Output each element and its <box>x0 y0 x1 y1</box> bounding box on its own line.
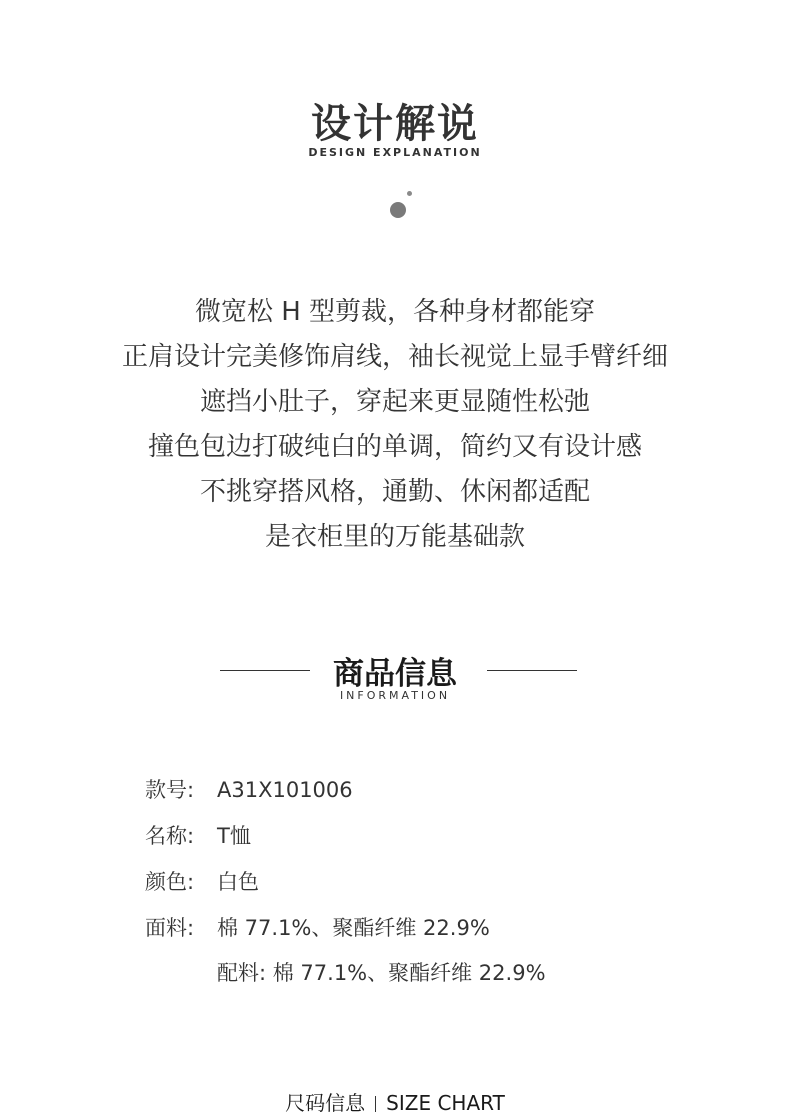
decorative-dot-large <box>390 202 406 218</box>
description-line: 正肩设计完美修饰肩线，袖长视觉上显手臂纤细 <box>121 342 668 372</box>
spec-value: 棉 77.1%、聚酯纤维 22.9% <box>217 916 490 940</box>
description-line: 不挑穿搭风格，通勤、休闲都适配 <box>199 477 590 507</box>
spec-fabric <box>145 912 490 942</box>
spec-label: 款号: <box>145 778 195 802</box>
description-line: 是衣柜里的万能基础款 <box>264 522 525 552</box>
description-line: 遮挡小肚子，穿起来更显随性松弛 <box>199 387 590 417</box>
design-explanation-subtitle: DESIGN EXPLANATION <box>308 146 482 159</box>
description-line: 微宽松 H 型剪裁，各种身材都能穿 <box>194 297 596 327</box>
product-info-title: 商品信息 <box>333 656 457 692</box>
product-info-subtitle: INFORMATION <box>339 689 451 702</box>
size-chart-separator <box>375 1096 376 1112</box>
spec-value: 白色 <box>217 870 259 894</box>
spec-name <box>145 820 251 850</box>
spec-color <box>145 866 259 896</box>
spec-label: 面料: <box>145 916 195 940</box>
spec-label: 颜色: <box>145 870 195 894</box>
size-chart-header <box>0 1087 790 1116</box>
spec-label: 名称: <box>145 824 195 848</box>
description-line: 撞色包边打破纯白的单调，简约又有设计感 <box>147 432 642 462</box>
design-explanation-title: 设计解说 <box>311 101 479 147</box>
decorative-dot-small <box>407 191 412 196</box>
info-divider-right <box>487 670 577 671</box>
size-chart-title-en: SIZE CHART <box>386 1091 505 1115</box>
spec-value: T恤 <box>217 824 251 848</box>
size-chart-title-cn: 尺码信息 <box>285 1091 366 1115</box>
design-description <box>0 290 790 560</box>
spec-style-number <box>145 774 353 804</box>
spec-value: A31X101006 <box>217 778 353 802</box>
spec-trim: 配料: 棉 77.1%、聚酯纤维 22.9% <box>217 961 546 985</box>
